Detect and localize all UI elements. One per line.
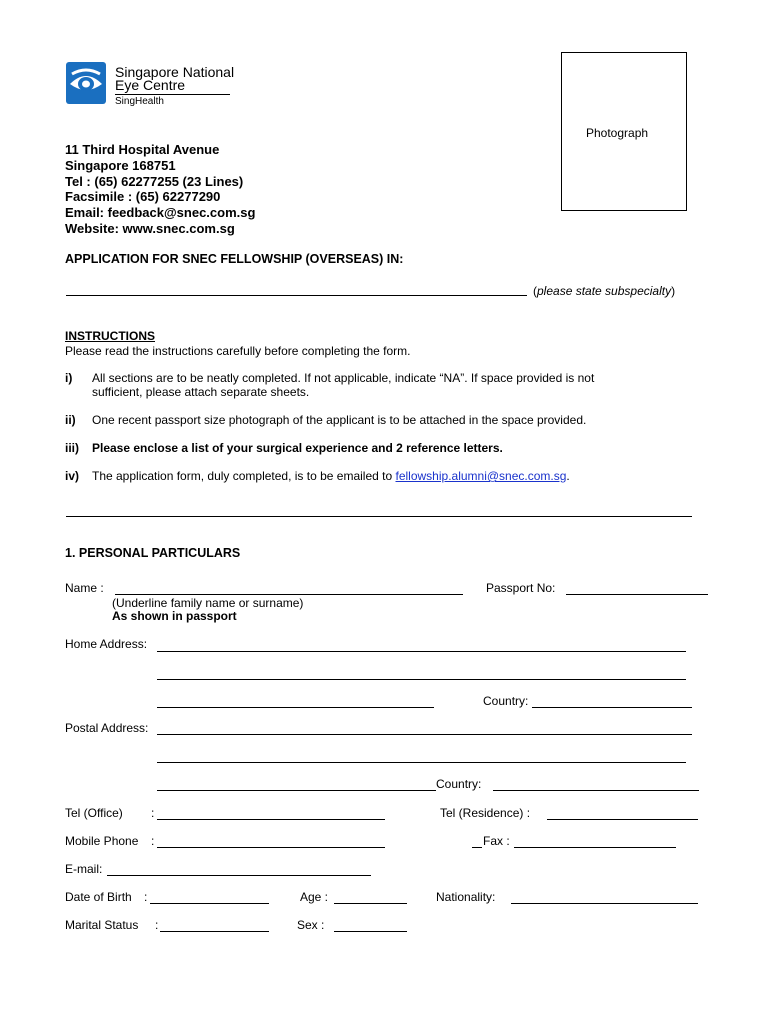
instructions-intro: Please read the instructions carefully before completing the form. bbox=[65, 344, 411, 358]
postal-address-line3[interactable] bbox=[157, 790, 436, 791]
address-postal: Singapore 168751 bbox=[65, 157, 176, 173]
home-country-input-line[interactable] bbox=[532, 707, 692, 708]
home-address-line3[interactable] bbox=[157, 707, 434, 708]
fellowship-email-link[interactable]: fellowship.alumni@snec.com.sg bbox=[395, 469, 567, 483]
marital-status-input-line[interactable] bbox=[160, 931, 269, 932]
home-address-line2[interactable] bbox=[157, 679, 686, 680]
eye-logo-icon bbox=[66, 62, 106, 104]
tel-residence-input-line[interactable] bbox=[547, 819, 698, 820]
name-label: Name : bbox=[65, 581, 104, 595]
tel-office-input-line[interactable] bbox=[157, 819, 385, 820]
address-street: 11 Third Hospital Avenue bbox=[65, 142, 220, 157]
tel-residence-label: Tel (Residence) : bbox=[440, 806, 531, 820]
logo-divider bbox=[115, 94, 230, 95]
postal-country-label: Country: bbox=[436, 777, 482, 791]
tel-office-colon: : bbox=[151, 806, 155, 820]
marital-colon: : bbox=[155, 918, 159, 932]
name-note-surname: (Underline family name or surname) bbox=[112, 596, 304, 610]
instruction-text-1b: sufficient, please attach separate sheets. bbox=[92, 385, 310, 399]
tel-office-label: Tel (Office) bbox=[65, 806, 123, 820]
nationality-label: Nationality: bbox=[436, 890, 496, 904]
address-website: Website: www.snec.com.sg bbox=[65, 220, 235, 236]
subspecialty-input-line[interactable] bbox=[66, 295, 527, 296]
subspecialty-hint: (please state subspecialty) bbox=[533, 284, 676, 298]
age-label: Age : bbox=[300, 890, 329, 904]
dob-input-line[interactable] bbox=[150, 903, 269, 904]
fax-label: Fax : bbox=[483, 834, 510, 848]
org-name-line2: Eye Centre bbox=[115, 77, 186, 93]
age-input-line[interactable] bbox=[334, 903, 407, 904]
dob-colon: : bbox=[144, 890, 148, 904]
mobile-input-line[interactable] bbox=[157, 847, 385, 848]
instruction-num-2: ii) bbox=[65, 413, 76, 427]
nationality-input-line[interactable] bbox=[511, 903, 698, 904]
org-name-line1: Singapore National bbox=[115, 64, 235, 80]
photograph-box[interactable] bbox=[561, 52, 687, 211]
name-input-line[interactable] bbox=[115, 594, 463, 595]
mobile-colon: : bbox=[151, 834, 155, 848]
address-tel: Tel : (65) 62277255 (23 Lines) bbox=[65, 173, 244, 189]
postal-address-label: Postal Address: bbox=[65, 721, 149, 735]
passport-input-line[interactable] bbox=[566, 594, 708, 595]
instruction-num-3: iii) bbox=[65, 441, 79, 455]
contact-address bbox=[65, 142, 255, 237]
email-input-line[interactable] bbox=[107, 875, 371, 876]
mobile-label: Mobile Phone bbox=[65, 834, 139, 848]
name-note-passport: As shown in passport bbox=[112, 609, 237, 623]
home-country-label: Country: bbox=[483, 694, 529, 708]
instruction-text-1a: All sections are to be neatly completed. If not applicable, indicate “NA”. If space provided is not bbox=[92, 371, 595, 385]
instruction-text-2: One recent passport size photograph of the applicant is to be attached in the space provided. bbox=[92, 413, 587, 427]
address-email: Email: feedback@snec.com.sg bbox=[65, 205, 256, 221]
instruction-text-3: Please enclose a list of your surgical experience and 2 reference letters. bbox=[92, 441, 503, 455]
instruction-text-4: The application form, duly completed, is to be emailed to fellowship.alumni@snec.com.sg. bbox=[92, 469, 570, 483]
fax-input-line[interactable] bbox=[514, 847, 676, 848]
section-divider bbox=[66, 516, 692, 517]
postal-address-line1[interactable] bbox=[157, 734, 692, 735]
dob-label: Date of Birth bbox=[65, 890, 132, 904]
section1-heading: 1. PERSONAL PARTICULARS bbox=[65, 546, 241, 560]
email-label: E-mail: bbox=[65, 862, 103, 876]
instruction-num-1: i) bbox=[65, 371, 73, 385]
postal-country-input-line[interactable] bbox=[493, 790, 699, 791]
home-address-label: Home Address: bbox=[65, 637, 148, 651]
instruction-num-4: iv) bbox=[65, 469, 80, 483]
passport-label: Passport No: bbox=[486, 581, 556, 595]
instructions-heading: INSTRUCTIONS bbox=[65, 329, 155, 343]
address-fax: Facsimile : (65) 62277290 bbox=[65, 189, 221, 205]
fax-prefix-line bbox=[472, 847, 482, 848]
form-title: APPLICATION FOR SNEC FELLOWSHIP (OVERSEAS) IN: bbox=[65, 252, 404, 266]
sex-label: Sex : bbox=[297, 918, 325, 932]
org-group: SingHealth bbox=[115, 96, 164, 107]
home-address-line1[interactable] bbox=[157, 651, 686, 652]
marital-status-label: Marital Status bbox=[65, 918, 139, 932]
postal-address-line2[interactable] bbox=[157, 762, 686, 763]
sex-input-line[interactable] bbox=[334, 931, 407, 932]
photograph-label: Photograph bbox=[586, 126, 649, 140]
